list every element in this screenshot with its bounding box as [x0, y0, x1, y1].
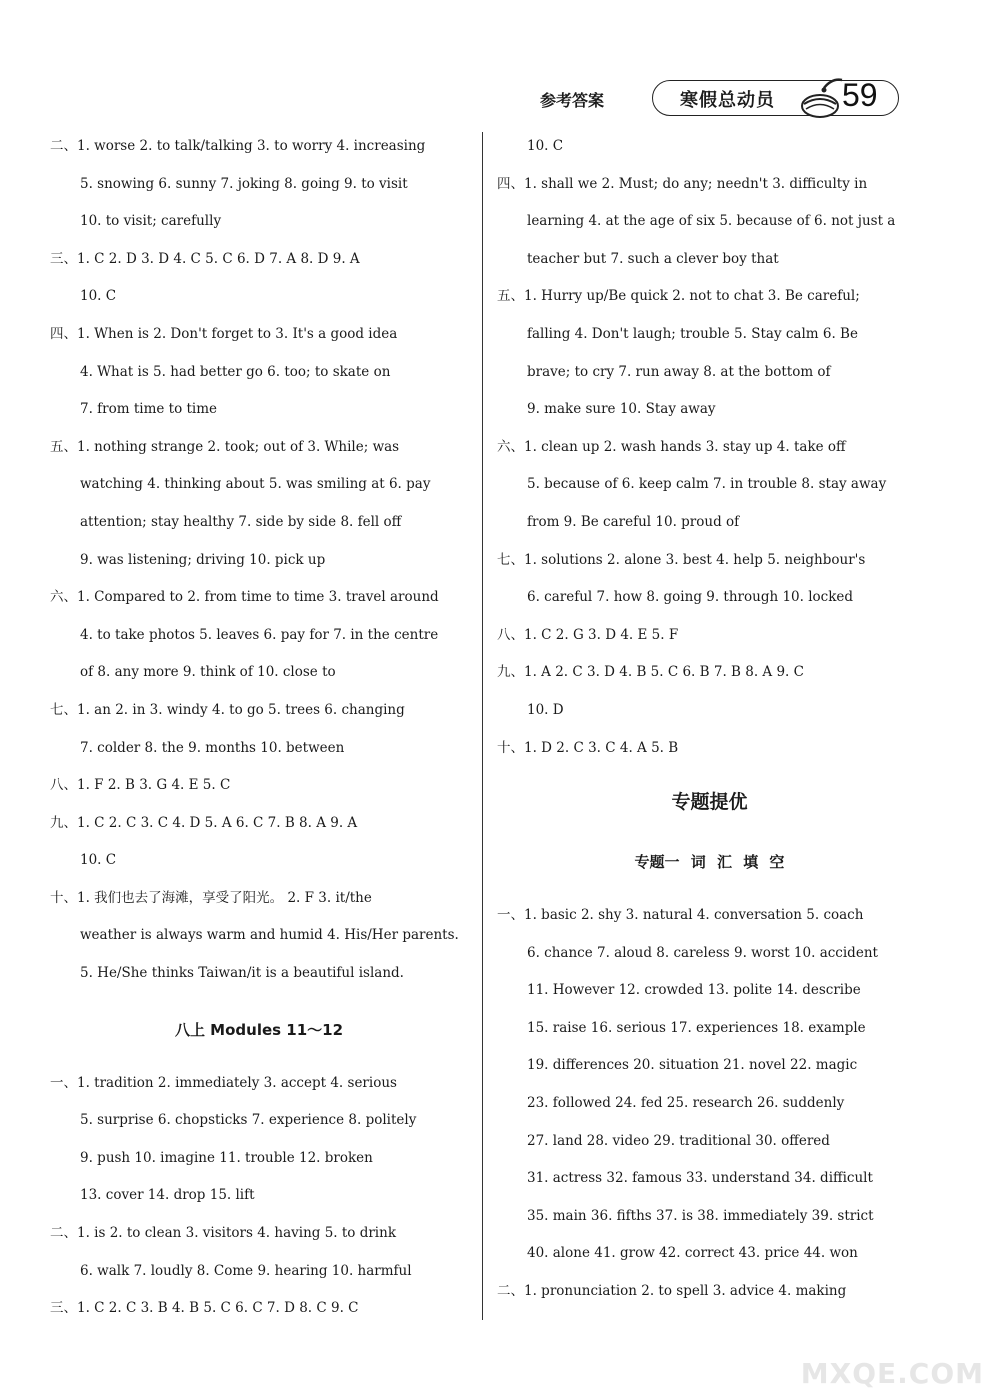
answer-line: 6. chance 7. aloud 8. careless 9. worst 10. accident [527, 944, 878, 961]
column-divider [482, 132, 483, 1320]
answer-line: 9. was listening; driving 10. pick up [80, 551, 326, 568]
answer-line: 4. What is 5. had better go 6. too; to skate on [80, 363, 391, 380]
answer-line: 5. surprise 6. chopsticks 7. experience 8. politely [80, 1112, 417, 1129]
answer-line: 八、1. C 2. G 3. D 4. E 5. F [497, 626, 679, 643]
book-icon [798, 76, 844, 124]
answer-line: 二、1. worse 2. to talk/talking 3. to worry 4. increasing [50, 138, 426, 154]
answer-line: 5. He/She thinks Taiwan/it is a beautiful island. [80, 965, 404, 982]
sub-title: 专题一 词 汇 填 空 [634, 853, 785, 872]
answer-line: 十、1. D 2. C 3. C 4. A 5. B [497, 739, 679, 756]
answer-line: 5. snowing 6. sunny 7. joking 8. going 9. to visit [80, 175, 408, 192]
answer-line: 八、1. F 2. B 3. G 4. E 5. C [50, 777, 231, 794]
answer-line: 九、1. C 2. C 3. C 4. D 5. A 6. C 7. B 8. A 9. A [50, 814, 358, 831]
answer-line: 23. followed 24. fed 25. research 26. suddenly [527, 1095, 845, 1112]
answer-line: 九、1. A 2. C 3. D 4. B 5. C 6. B 7. B 8. A 9. C [497, 664, 804, 681]
answer-line: 6. walk 7. loudly 8. Come 9. hearing 10. harmful [80, 1262, 412, 1279]
answer-line: 10. to visit; carefully [80, 213, 222, 230]
answer-line: 三、1. C 2. C 3. B 4. B 5. C 6. C 7. D 8. C 9. C [50, 1300, 359, 1317]
section-title: 专题提优 [671, 791, 748, 814]
answer-line: 15. raise 16. serious 17. experiences 18. example [527, 1019, 866, 1036]
answer-line: 40. alone 41. grow 42. correct 43. price 44. won [527, 1245, 858, 1262]
answer-line: 10. D [527, 701, 564, 718]
answer-line: 七、1. solutions 2. alone 3. best 4. help 5. neighbour's [497, 551, 866, 568]
module-title: 八上 Modules 11～12 [174, 1020, 344, 1039]
watermark: MXQE.COM [800, 1357, 984, 1390]
answer-line: 七、1. an 2. in 3. windy 4. to go 5. trees 6. changing [50, 701, 405, 718]
answer-line: 四、1. When is 2. Don't forget to 3. It's a good idea [50, 325, 398, 342]
header-label: 参考答案 [540, 91, 605, 110]
answer-line: from 9. Be careful 10. proud of [527, 513, 740, 530]
answer-line: 27. land 28. video 29. traditional 30. offered [527, 1132, 830, 1149]
answer-line: 10. C [80, 852, 117, 869]
answer-line: 13. cover 14. drop 15. lift [80, 1187, 255, 1204]
answer-line: 5. because of 6. keep calm 7. in trouble 8. stay away [527, 476, 887, 493]
answer-line: 7. colder 8. the 9. months 10. between [80, 739, 345, 756]
answer-line: brave; to cry 7. run away 8. at the bottom of [527, 363, 831, 380]
answer-line: 11. However 12. crowded 13. polite 14. describe [527, 982, 861, 999]
answer-line: 五、1. nothing strange 2. took; out of 3. While; was [50, 438, 400, 455]
answer-line: 二、1. is 2. to clean 3. visitors 4. having 5. to drink [50, 1225, 397, 1242]
answer-line: attention; stay healthy 7. side by side 8. fell off [80, 513, 402, 530]
answer-line: 35. main 36. fifths 37. is 38. immediately 39. strict [527, 1207, 874, 1224]
answer-line: 三、1. C 2. D 3. D 4. C 5. C 6. D 7. A 8. D 9. A [50, 250, 360, 267]
answer-line: 四、1. shall we 2. Must; do any; needn't 3. difficulty in [497, 175, 868, 192]
answer-line: teacher but 7. such a clever boy that [527, 250, 779, 267]
header-title: 寒假总动员 [680, 90, 775, 111]
answer-line: 一、1. tradition 2. immediately 3. accept 4. serious [50, 1074, 397, 1091]
left-column [50, 128, 468, 1328]
answer-line: 4. to take photos 5. leaves 6. pay for 7. in the centre [80, 626, 439, 643]
answer-line: 六、1. Compared to 2. from time to time 3. travel around [50, 589, 439, 606]
answer-line: 一、1. basic 2. shy 3. natural 4. conversation 5. coach [497, 907, 864, 924]
right-column [497, 128, 922, 1311]
answer-line: 31. actress 32. famous 33. understand 34. difficult [527, 1170, 873, 1187]
answer-line: 19. differences 20. situation 21. novel 22. magic [527, 1057, 858, 1074]
answer-line: 9. make sure 10. Stay away [527, 401, 716, 418]
answer-line: of 8. any more 9. think of 10. close to [80, 664, 336, 681]
answer-line: 7. from time to time [80, 401, 218, 418]
answer-line: 6. careful 7. how 8. going 9. through 10. locked [527, 589, 854, 606]
answer-line: 10. C [80, 288, 117, 305]
answer-line: 10. C [527, 138, 564, 154]
answer-line: watching 4. thinking about 5. was smiling at 6. pay [80, 476, 431, 493]
answer-line: 十、1. 我们也去了海滩，享受了阳光。 2. F 3. it/the [50, 889, 372, 906]
answer-line: learning 4. at the age of six 5. because of 6. not just a [527, 213, 896, 230]
page-header [540, 76, 920, 126]
answer-line: weather is always warm and humid 4. His/Her parents. [80, 927, 459, 944]
answer-line: falling 4. Don't laugh; trouble 5. Stay calm 6. Be [527, 325, 858, 342]
answer-line: 六、1. clean up 2. wash hands 3. stay up 4. take off [497, 438, 846, 455]
answer-line: 9. push 10. imagine 11. trouble 12. broken [80, 1149, 373, 1166]
answer-line: 五、1. Hurry up/Be quick 2. not to chat 3. Be careful; [497, 288, 860, 305]
page-number: 59 [842, 77, 878, 113]
answer-line: 二、1. pronunciation 2. to spell 3. advice 4. making [497, 1283, 847, 1300]
